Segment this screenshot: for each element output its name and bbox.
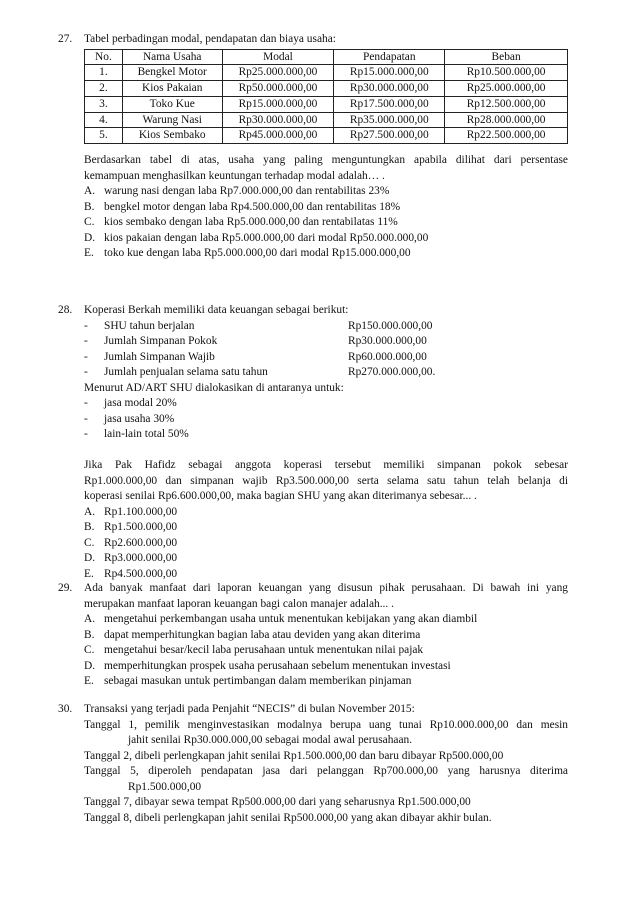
answer-option[interactable] xyxy=(84,659,568,675)
answer-option[interactable] xyxy=(84,674,568,690)
question-stem: koperasi senilai Rp6.600.000,00, maka bagian SHU yang akan diterimanya sebesar... . xyxy=(84,490,477,502)
option-text: sebagai masukan untuk pertimbangan dalam memberikan pinjaman xyxy=(104,675,412,687)
question-title: Tabel perbadingan modal, pendapatan dan biaya usaha: xyxy=(84,33,336,45)
allocation-item: - jasa usaha 30% xyxy=(84,412,175,425)
table-cell: 2. xyxy=(85,81,123,97)
table-row xyxy=(85,81,568,97)
transaction-line: jahit senilai Rp30.000.000,00 sebagai modal awal perusahaan. xyxy=(128,734,413,746)
option-key: A. xyxy=(84,505,96,518)
answer-option[interactable] xyxy=(84,246,568,262)
data-value: Rp270.000.000,00. xyxy=(348,366,436,378)
table-cell: Rp12.500.000,00 xyxy=(445,96,568,112)
option-text: Rp2.600.000,00 xyxy=(104,536,178,549)
question-30 xyxy=(58,702,568,826)
table-cell: 3. xyxy=(85,96,123,112)
question-stem: kemampuan menghasilkan keuntungan terhadap modal adalah… . xyxy=(84,169,385,182)
option-text: Rp4.500.000,00 xyxy=(104,567,178,580)
answer-option[interactable] xyxy=(84,628,568,644)
answer-option[interactable] xyxy=(84,551,568,567)
question-intro: Transaksi yang terjadi pada Penjahit “NECIS” di bulan November 2015: xyxy=(84,703,415,715)
table-cell: Rp17.500.000,00 xyxy=(334,96,445,112)
data-value: Rp30.000.000,00 xyxy=(348,335,427,347)
table-cell: Toko Kue xyxy=(122,96,222,112)
option-key: B. xyxy=(84,200,95,213)
question-number: 28. xyxy=(58,304,73,316)
question-28 xyxy=(58,303,568,582)
option-key: E. xyxy=(84,567,94,580)
transaction-line: Tanggal 5, diperoleh pendapatan jasa dari pelanggan Rp700.000,00 yang harusnya diterima xyxy=(84,765,568,777)
allocation-intro: Menurut AD/ART SHU dialokasikan di antaranya untuk: xyxy=(84,381,344,394)
option-key: D. xyxy=(84,659,96,672)
table-header: Pendapatan xyxy=(334,49,445,65)
option-text: dapat memperhitungkan bagian laba atau deviden yang akan diterima xyxy=(104,628,421,641)
answer-option[interactable] xyxy=(84,536,568,552)
data-item: - Jumlah Simpanan Wajib Rp60.000.000,00 xyxy=(84,350,568,366)
option-text: mengetahui besar/kecil laba perusahaan untuk menentukan nilai pajak xyxy=(104,644,424,656)
question-number: 30. xyxy=(58,703,73,715)
question-stem: merupakan manfaat laporan keuangan bagi calon manajer adalah... . xyxy=(84,597,394,610)
question-number: 29. xyxy=(58,582,73,594)
option-text: bengkel motor dengan laba Rp4.500.000,00 dan rentabilitas 18% xyxy=(104,200,401,213)
data-label: Jumlah penjualan selama satu tahun xyxy=(104,366,268,378)
option-key: B. xyxy=(84,628,95,641)
data-value: Rp150.000.000,00 xyxy=(348,319,433,332)
transaction-line: Tanggal 8, dibeli perlengkapan jahit senilai Rp500.000,00 yang akan dibayar akhir bulan. xyxy=(84,811,492,824)
table-row xyxy=(85,65,568,81)
table-cell: Rp15.000.000,00 xyxy=(222,96,334,112)
table-cell: 4. xyxy=(85,112,123,128)
table-header: Modal xyxy=(222,49,334,65)
table-cell: Warung Nasi xyxy=(122,112,222,128)
data-item: - Jumlah Simpanan Pokok Rp30.000.000,00 xyxy=(84,334,568,350)
table-cell: Bengkel Motor xyxy=(122,65,222,81)
option-key: D. xyxy=(84,552,96,564)
data-label: SHU tahun berjalan xyxy=(104,319,195,332)
transaction-line: Rp1.500.000,00 xyxy=(128,780,202,793)
data-item: - Jumlah penjualan selama satu tahun Rp270.000.000,00. xyxy=(84,365,568,381)
table-cell: Rp10.500.000,00 xyxy=(445,65,568,81)
table-cell: 5. xyxy=(85,128,123,144)
option-key: A. xyxy=(84,185,96,198)
table-cell: Kios Pakaian xyxy=(122,81,222,97)
answer-option[interactable] xyxy=(84,520,568,536)
answer-option[interactable] xyxy=(84,184,568,200)
table-cell: Kios Sembako xyxy=(122,128,222,144)
question-stem: Berdasarkan tabel di atas, usaha yang paling menguntungkan apabila dilihat dari persentase xyxy=(84,154,568,167)
option-key: C. xyxy=(84,644,95,656)
table-cell: Rp25.000.000,00 xyxy=(445,81,568,97)
table-cell: Rp22.500.000,00 xyxy=(445,128,568,144)
question-number: 27. xyxy=(58,33,73,45)
question-stem: Ada banyak manfaat dari laporan keuangan yang disusun pihak perusahaan. Di bawah ini yang xyxy=(84,582,568,594)
transaction-line: Tanggal 7, dibayar sewa tempat Rp500.000,00 dari yang seharusnya Rp1.500.000,00 xyxy=(84,796,471,808)
option-text: Rp1.100.000,00 xyxy=(104,505,178,518)
comparison-table xyxy=(84,49,568,145)
option-key: B. xyxy=(84,521,95,533)
transaction-line: Tanggal 1, pemilik menginvestasikan modalnya berupa uang tunai Rp10.000.000,00 dan mesin xyxy=(84,718,568,731)
option-text: mengetahui perkembangan usaha untuk menentukan kebijakan yang akan diambil xyxy=(104,613,478,625)
table-row xyxy=(85,96,568,112)
question-stem: Rp1.000.000,00 dan simpanan wajib Rp3.500.000,00 serta selama satu tahun telah belanja di xyxy=(84,474,568,487)
table-cell: Rp15.000.000,00 xyxy=(334,65,445,81)
data-label: Jumlah Simpanan Wajib xyxy=(104,350,215,363)
question-29 xyxy=(58,581,568,690)
table-cell: Rp35.000.000,00 xyxy=(334,112,445,128)
table-header-row xyxy=(85,49,568,65)
allocation-item: - jasa modal 20% xyxy=(84,397,177,409)
table-row xyxy=(85,128,568,144)
table-header: Beban xyxy=(445,49,568,65)
answer-option[interactable] xyxy=(84,215,568,231)
question-stem: Jika Pak Hafidz sebagai anggota koperasi tersebut memiliki simpanan pokok sebesar xyxy=(84,459,568,471)
answer-option[interactable] xyxy=(84,567,568,583)
answer-option[interactable] xyxy=(84,643,568,659)
table-header: No. xyxy=(85,49,123,65)
table-cell: Rp30.000.000,00 xyxy=(334,81,445,97)
option-key: C. xyxy=(84,536,95,549)
answer-option[interactable] xyxy=(84,231,568,247)
option-text: kios pakaian dengan laba Rp5.000.000,00 dari modal Rp50.000.000,00 xyxy=(104,231,429,244)
table-cell: Rp25.000.000,00 xyxy=(222,65,334,81)
option-key: A. xyxy=(84,613,96,625)
table-cell: Rp28.000.000,00 xyxy=(445,112,568,128)
data-value: Rp60.000.000,00 xyxy=(348,350,427,363)
option-key: E. xyxy=(84,247,94,260)
option-text: kios sembako dengan laba Rp5.000.000,00 dan rentabilatas 11% xyxy=(104,216,398,229)
table-cell: Rp27.500.000,00 xyxy=(334,128,445,144)
data-item: - SHU tahun berjalan Rp150.000.000,00 xyxy=(84,319,568,335)
transaction-line: Tanggal 2, dibeli perlengkapan jahit senilai Rp1.500.000,00 dan baru dibayar Rp500.000,00 xyxy=(84,749,504,762)
option-text: toko kue dengan laba Rp5.000.000,00 dari modal Rp15.000.000,00 xyxy=(104,247,411,260)
option-text: memperhitungkan prospek usaha perusahaan sebelum menentukan investasi xyxy=(104,659,451,672)
answer-option[interactable] xyxy=(84,612,568,628)
option-text: Rp1.500.000,00 xyxy=(104,521,178,533)
option-text: Rp3.000.000,00 xyxy=(104,552,178,564)
option-key: C. xyxy=(84,216,95,229)
option-key: E. xyxy=(84,675,94,687)
allocation-item: - lain-lain total 50% xyxy=(84,428,189,440)
table-cell: 1. xyxy=(85,65,123,81)
table-cell: Rp45.000.000,00 xyxy=(222,128,334,144)
option-text: warung nasi dengan laba Rp7.000.000,00 dan rentabilitas 23% xyxy=(104,185,390,198)
table-cell: Rp30.000.000,00 xyxy=(222,112,334,128)
question-27 xyxy=(58,32,568,262)
question-intro: Koperasi Berkah memiliki data keuangan sebagai berikut: xyxy=(84,304,349,316)
table-cell: Rp50.000.000,00 xyxy=(222,81,334,97)
option-key: D. xyxy=(84,231,96,244)
answer-option[interactable] xyxy=(84,505,568,521)
table-row xyxy=(85,112,568,128)
table-header: Nama Usaha xyxy=(122,49,222,65)
answer-option[interactable] xyxy=(84,200,568,216)
data-label: Jumlah Simpanan Pokok xyxy=(104,335,218,347)
